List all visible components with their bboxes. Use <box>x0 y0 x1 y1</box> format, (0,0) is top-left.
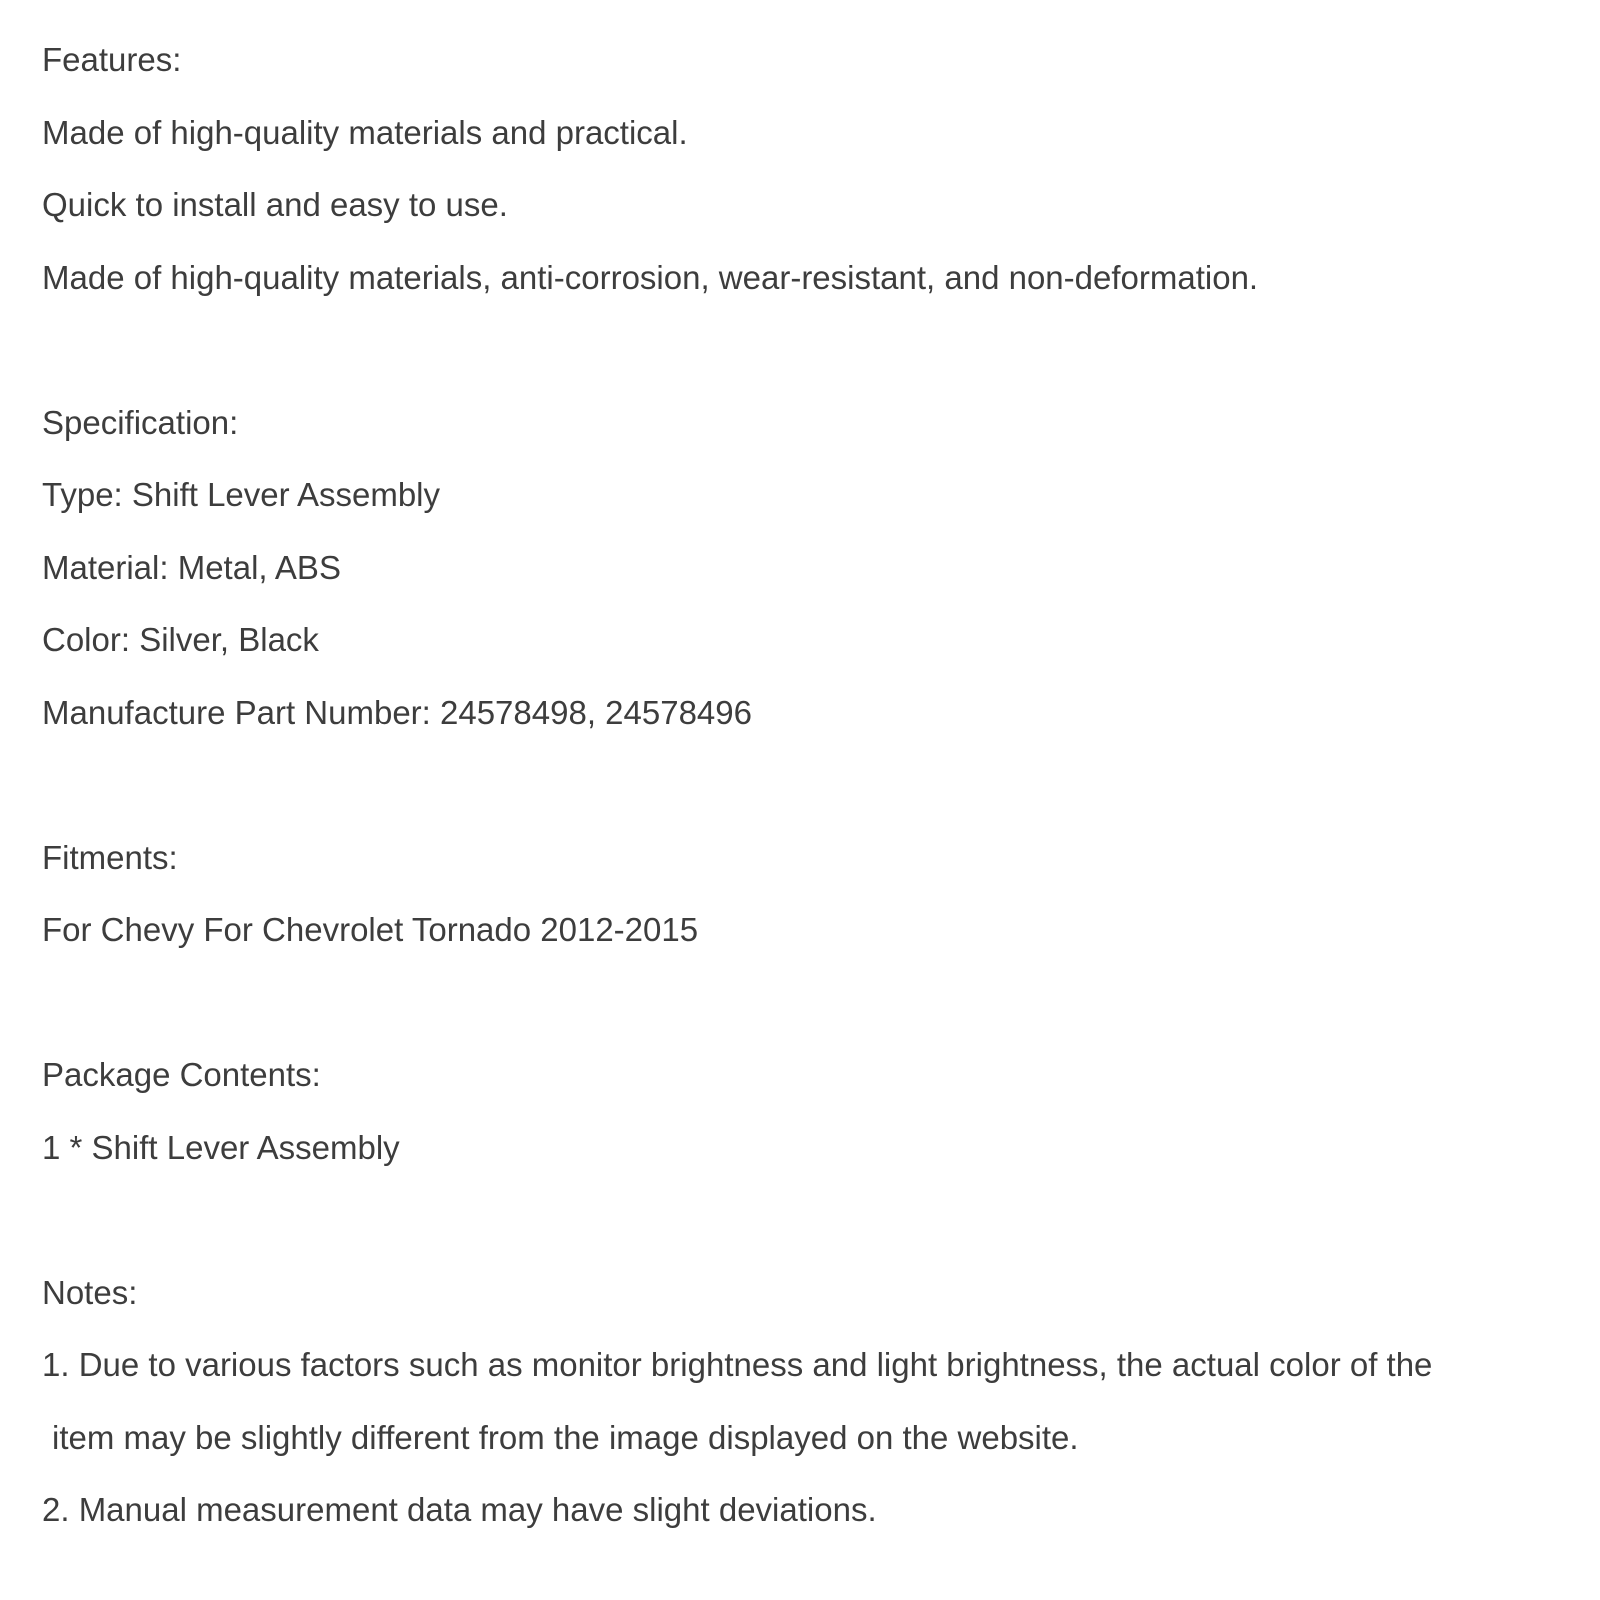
features-section <box>42 24 1582 314</box>
spec-material: Material: Metal, ABS <box>42 548 341 586</box>
note-item-2: 2. Manual measurement data may have slight deviations. <box>42 1491 877 1528</box>
features-heading: Features: <box>42 41 182 78</box>
section-spacer <box>42 314 1582 387</box>
product-description <box>42 24 1582 1547</box>
spec-color: Color: Silver, Black <box>42 621 319 658</box>
features-item: Quick to install and easy to use. <box>42 186 508 223</box>
features-item: Made of high-quality materials and practical. <box>42 113 688 151</box>
section-spacer <box>42 749 1582 822</box>
spec-part-number: Manufacture Part Number: 24578498, 24578496 <box>42 693 752 731</box>
notes-section <box>42 1257 1582 1547</box>
fitments-section <box>42 822 1582 967</box>
package-contents-section <box>42 1039 1582 1184</box>
section-spacer <box>42 1184 1582 1257</box>
notes-heading: Notes: <box>42 1273 138 1311</box>
specification-section <box>42 387 1582 750</box>
package-item: 1 * Shift Lever Assembly <box>42 1128 400 1166</box>
specification-heading: Specification: <box>42 403 239 441</box>
section-spacer <box>42 967 1582 1040</box>
spec-type: Type: Shift Lever Assembly <box>42 476 441 513</box>
note-item-1-continued: item may be slightly different from the image displayed on the website. <box>52 1418 1079 1456</box>
package-contents-heading: Package Contents: <box>42 1056 321 1093</box>
features-item: Made of high-quality materials, anti-corrosion, wear-resistant, and non-deformation. <box>42 258 1259 296</box>
fitment-item: For Chevy For Chevrolet Tornado 2012-2015 <box>42 911 699 948</box>
fitments-heading: Fitments: <box>42 838 178 876</box>
note-item-1: 1. Due to various factors such as monitor brightness and light brightness, the actual color of the <box>42 1346 1433 1383</box>
